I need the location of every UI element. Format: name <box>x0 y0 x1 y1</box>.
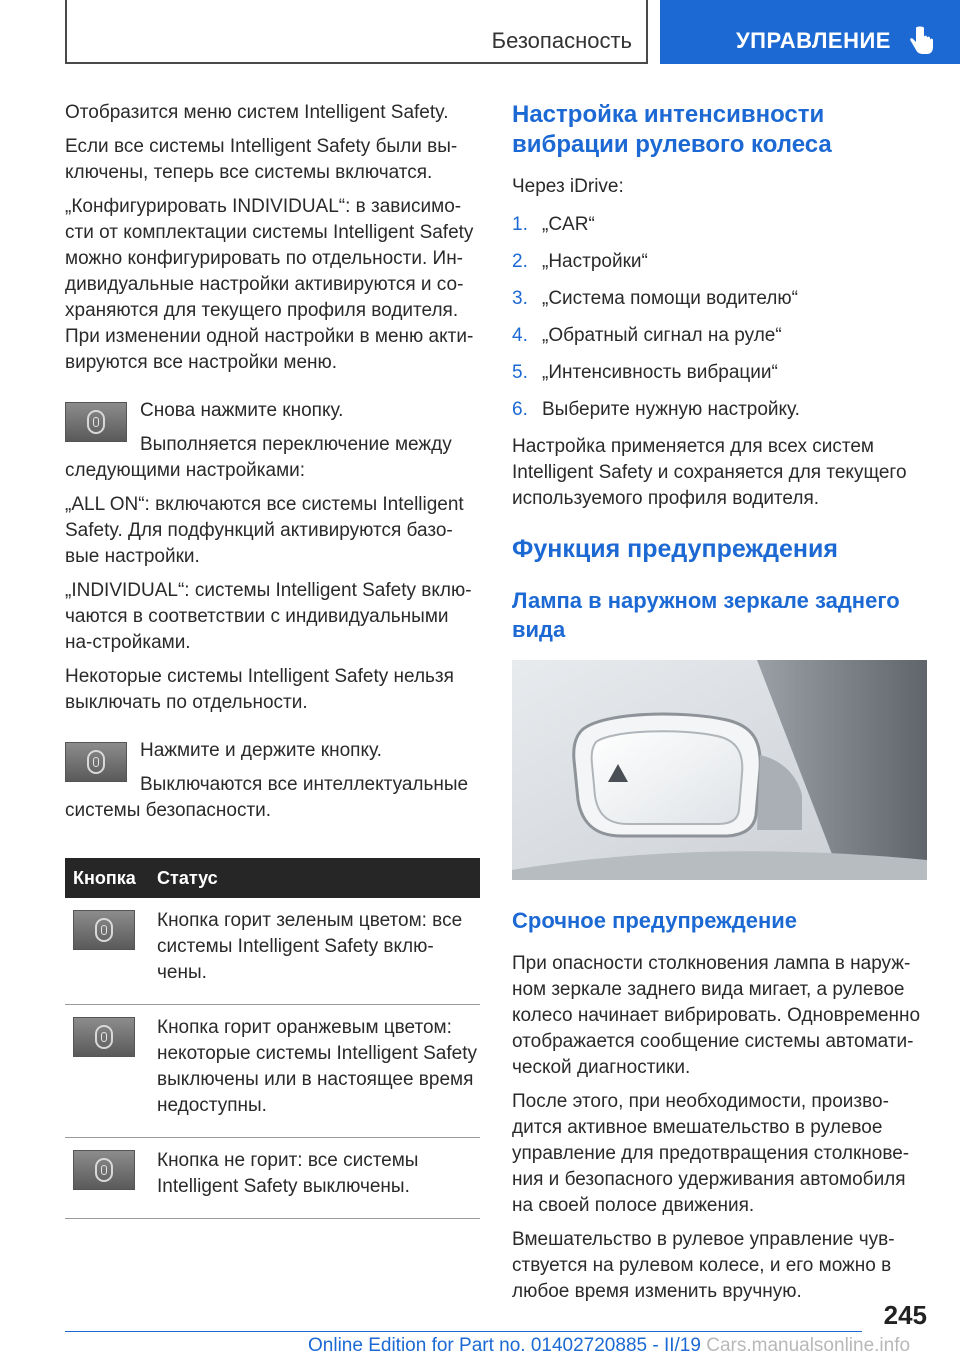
edition-text: Online Edition for Part no. 01402720885 - II/19 <box>308 1335 701 1356</box>
page-number: 245 <box>883 1300 927 1330</box>
intelligent-safety-button-icon <box>65 742 127 782</box>
intelligent-safety-button-icon <box>73 1150 135 1190</box>
paragraph: Отобразится меню систем Intelligent Safety. <box>65 102 449 123</box>
list-item: 2. „Настройки“ <box>512 251 648 272</box>
paragraph: Вмешательство в рулевое управление чув-ствуется на рулевом колесе, и его можно в любое время изменить вручную. <box>512 1229 895 1302</box>
instruction-line: Снова нажмите кнопку. <box>140 400 344 421</box>
section-title: Безопасность <box>491 28 632 53</box>
table-row <box>65 1138 480 1219</box>
hand-pointer-icon <box>908 26 936 56</box>
page-header <box>0 0 960 66</box>
watermark-text: Cars.manualsonline.info <box>706 1335 911 1356</box>
list-item: 1. „CAR“ <box>512 214 595 235</box>
side-mirror-illustration <box>512 660 927 880</box>
footer-divider <box>65 1331 862 1332</box>
status-cell: Кнопка горит зеленым цветом: все системы Intelligent Safety вклю-чены. <box>149 898 480 1005</box>
left-column <box>65 100 480 1219</box>
paragraph: Выключаются все интеллектуальные системы безопасности. <box>65 774 469 821</box>
heading-urgent-warning: Срочное предупреждение <box>512 908 798 933</box>
paragraph: При опасности столкновения лампа в наруж-ном зеркале заднего вида мигает, а рулевое колесо начинает вибрировать. Одновременно отображается сообщение системы автомати-ческой диагностики. <box>512 953 921 1078</box>
table-row <box>65 1005 480 1138</box>
footer-edition <box>308 1335 910 1357</box>
column-header-status: Статус <box>149 858 480 898</box>
status-table <box>65 858 480 1219</box>
steps-list <box>512 212 927 423</box>
chapter-tab <box>660 0 960 64</box>
instruction-line: Нажмите и держите кнопку. <box>140 740 382 761</box>
right-column <box>512 100 927 1313</box>
list-item: 3. „Система помощи водителю“ <box>512 288 798 309</box>
intelligent-safety-button-icon <box>73 1017 135 1057</box>
status-cell: Кнопка горит оранжевым цветом: некоторые системы Intelligent Safety выключены или в настоящее время недоступны. <box>149 1005 480 1138</box>
heading-warning-function: Функция предупреждения <box>512 535 838 563</box>
paragraph: Настройка применяется для всех систем Intelligent Safety и сохраняется для текущего используемого профиля водителя. <box>512 436 907 509</box>
list-item: 6. Выберите нужную настройку. <box>512 399 800 420</box>
status-cell: Кнопка не горит: все системы Intelligent Safety выключены. <box>149 1138 480 1219</box>
list-item: 4. „Обратный сигнал на руле“ <box>512 325 782 346</box>
paragraph: „INDIVIDUAL“: системы Intelligent Safety вклю-чаются в соответствии с индивидуальными на-стройками. <box>65 580 472 653</box>
icon-instruction <box>65 398 480 484</box>
paragraph: „Конфигурировать INDIVIDUAL“: в зависимо-сти от комплектации системы Intelligent Safety можно конфигурировать по отдельности. Ин-дивидуальные настройки активируются и со-храняются для текущего профиля водителя. При изменении одной настройки в меню акти-вируются все настройки меню. <box>65 196 474 373</box>
section-tab <box>65 0 648 64</box>
list-item: 5. „Интенсивность вибрации“ <box>512 362 778 383</box>
paragraph: Через iDrive: <box>512 176 624 197</box>
icon-instruction <box>65 738 480 824</box>
column-header-button: Кнопка <box>65 858 149 898</box>
paragraph: „ALL ON“: включаются все системы Intelligent Safety. Для подфункций активируются базо-вые настройки. <box>65 494 464 567</box>
paragraph: Выполняется переключение между следующими настройками: <box>65 434 452 481</box>
intelligent-safety-button-icon <box>65 402 127 442</box>
table-row <box>65 898 480 1005</box>
paragraph: Некоторые системы Intelligent Safety нельзя выключать по отдельности. <box>65 666 454 713</box>
paragraph: Если все системы Intelligent Safety были вы-ключены, теперь все системы включатся. <box>65 136 458 183</box>
paragraph: После этого, при необходимости, произво-дится активное вмешательство в рулевое управление для предотвращения столкнове-ния и безопасного удерживания автомобиля на своей полосе движения. <box>512 1091 910 1216</box>
chapter-title: УПРАВЛЕНИЕ <box>736 28 891 53</box>
heading-mirror-lamp: Лампа в наружном зеркале заднего вида <box>512 588 900 642</box>
table-header-row <box>65 858 480 898</box>
heading-vibration: Настройка интенсивности вибрации рулевого колеса <box>512 101 832 158</box>
intelligent-safety-button-icon <box>73 910 135 950</box>
